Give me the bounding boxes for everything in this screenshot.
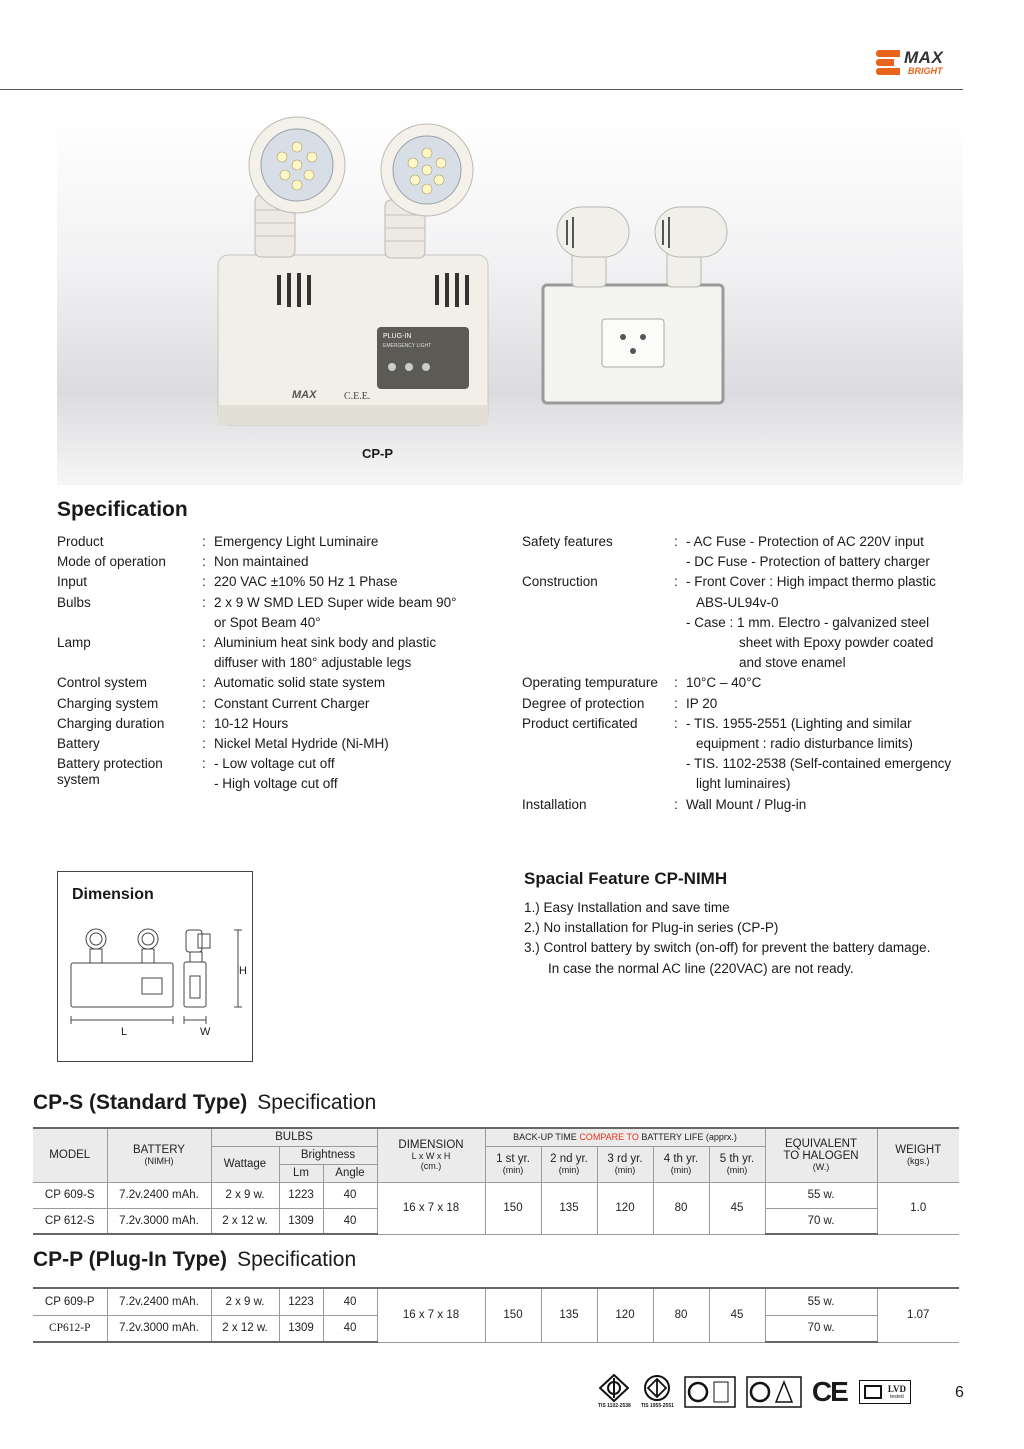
spec-row: Operating tempurature : 10°C – 40°C bbox=[522, 673, 992, 693]
spec-label: Battery bbox=[57, 736, 100, 752]
spec-label: Safety features bbox=[522, 534, 613, 549]
spec-label: Operating tempurature bbox=[522, 675, 658, 691]
spec-row: Mode of operation : Non maintained bbox=[57, 552, 497, 572]
cell-backup: 120 bbox=[597, 1182, 653, 1234]
spec-row: Safety features : - AC Fuse - Protection of AC 220V input - DC Fuse - Protection of battery charger bbox=[522, 532, 992, 572]
spec-value: Constant Current Charger bbox=[214, 695, 370, 711]
spec-value: Non maintained bbox=[214, 554, 309, 570]
panel-sublabel: EMERGENCY LIGHT bbox=[383, 343, 432, 349]
cell-battery: 7.2v.3000 mAh. bbox=[107, 1315, 211, 1342]
brand-tagline: BRIGHT bbox=[908, 66, 943, 76]
cell-backup: 150 bbox=[485, 1288, 541, 1342]
cell-lm: 1309 bbox=[279, 1315, 323, 1342]
cell-halogen: 55 w. bbox=[765, 1288, 877, 1315]
dimension-title: Dimension bbox=[72, 886, 154, 903]
tis-1955-mark: TIS 1955-2551 bbox=[641, 1374, 674, 1409]
feature-item: 2.) No installation for Plug-in series (CP-P) bbox=[524, 920, 779, 936]
cell-dimension: 16 x 7 x 18 bbox=[377, 1288, 485, 1342]
cell-battery: 7.2v.2400 mAh. bbox=[107, 1182, 211, 1208]
feature-item-continuation: In case the normal AC line (220VAC) are not ready. bbox=[548, 960, 854, 976]
dimension-drawing bbox=[66, 924, 246, 1059]
table-p-title bbox=[33, 1248, 356, 1272]
header-bulbs: BULBS bbox=[211, 1128, 377, 1146]
spec-value: Wall Mount / Plug-in bbox=[686, 796, 807, 812]
feature-title: Spacial Feature CP-NIMH bbox=[524, 869, 728, 888]
cell-wattage: 2 x 9 w. bbox=[211, 1182, 279, 1208]
spec-row: Degree of protection : IP 20 bbox=[522, 694, 992, 714]
header-year: 2 nd yr. (min) bbox=[541, 1146, 597, 1182]
cell-wattage: 2 x 12 w. bbox=[211, 1208, 279, 1234]
spec-value: and stove enamel bbox=[739, 655, 846, 671]
cell-halogen: 55 w. bbox=[765, 1182, 877, 1208]
cell-backup: 135 bbox=[541, 1288, 597, 1342]
header-year: 3 rd yr. (min) bbox=[597, 1146, 653, 1182]
cell-wattage: 2 x 9 w. bbox=[211, 1288, 279, 1315]
spec-value: - Case : 1 mm. Electro - galvanized steel bbox=[686, 614, 930, 630]
cell-halogen: 70 w. bbox=[765, 1208, 877, 1234]
table-s-title bbox=[33, 1091, 376, 1115]
spec-row: Input : 220 VAC ±10% 50 Hz 1 Phase bbox=[57, 572, 497, 592]
spec-row: Control system : Automatic solid state system bbox=[57, 673, 497, 693]
brand-logo bbox=[876, 48, 966, 80]
header-year: 1 st yr. (min) bbox=[485, 1146, 541, 1182]
spec-row: Battery : Nickel Metal Hydride (Ni-MH) bbox=[57, 734, 497, 754]
panel-label: PLUG-IN bbox=[383, 333, 412, 340]
feature-item: 1.) Easy Installation and save time bbox=[524, 900, 730, 915]
spec-value: 220 VAC ±10% 50 Hz 1 Phase bbox=[214, 574, 398, 590]
dimension-h-label: H bbox=[239, 965, 247, 977]
dimension-l-label: L bbox=[121, 1026, 128, 1038]
cell-backup: 45 bbox=[709, 1182, 765, 1234]
spec-left-column bbox=[57, 532, 497, 795]
cell-weight: 1.0 bbox=[877, 1182, 959, 1234]
spec-value: Emergency Light Luminaire bbox=[214, 534, 379, 549]
header-equivalent: EQUIVALENT TO HALOGEN (W.) bbox=[765, 1128, 877, 1182]
product-photo bbox=[57, 115, 963, 485]
spec-label: Degree of protection bbox=[522, 695, 645, 711]
spec-title: Specification bbox=[57, 498, 188, 521]
header-year: 5 th yr. (min) bbox=[709, 1146, 765, 1182]
tis-1102-mark: TIS 1102-2538 bbox=[598, 1374, 631, 1409]
spec-value: - Front Cover : High impact thermo plastic bbox=[686, 574, 936, 590]
cell-model: CP612-P bbox=[33, 1315, 107, 1342]
device-text: C.E.E. bbox=[344, 391, 371, 402]
spec-label: Product certificated bbox=[522, 715, 638, 731]
spec-value: ABS-UL94v-0 bbox=[696, 594, 779, 610]
cell-backup: 135 bbox=[541, 1182, 597, 1234]
spec-value: Aluminium heat sink body and plastic bbox=[214, 635, 437, 651]
brand-name: MAX bbox=[904, 48, 944, 67]
page-number: 6 bbox=[955, 1384, 964, 1401]
header-weight: WEIGHT (kgs.) bbox=[877, 1128, 959, 1182]
header-brightness: Brightness bbox=[279, 1146, 377, 1164]
spec-value: IP 20 bbox=[686, 695, 718, 711]
spec-row: Charging system : Constant Current Charger bbox=[57, 694, 497, 714]
spec-label: Charging system bbox=[57, 695, 159, 711]
spec-row: Battery protection system : - Low voltage cut off - High voltage cut off bbox=[57, 754, 497, 794]
cell-backup: 80 bbox=[653, 1182, 709, 1234]
table-row bbox=[33, 1288, 959, 1315]
spec-value: - High voltage cut off bbox=[214, 776, 338, 792]
quality-badge-icon bbox=[684, 1376, 736, 1408]
brand-mark-icon bbox=[876, 50, 900, 76]
tuv-icon bbox=[864, 1385, 882, 1399]
spec-label: Battery protection system bbox=[57, 756, 163, 788]
spec-value: light luminaires) bbox=[696, 776, 791, 792]
spec-label: Lamp bbox=[57, 635, 91, 651]
cell-angle: 40 bbox=[323, 1288, 377, 1315]
cell-angle: 40 bbox=[323, 1182, 377, 1208]
header-wattage: Wattage bbox=[211, 1146, 279, 1182]
spec-value: - DC Fuse - Protection of battery charger bbox=[686, 554, 930, 570]
header-battery: BATTERY (NIMH) bbox=[107, 1128, 211, 1182]
spec-value: Nickel Metal Hydride (Ni-MH) bbox=[214, 736, 389, 752]
spec-value: - AC Fuse - Protection of AC 220V input bbox=[686, 534, 924, 549]
cell-backup: 150 bbox=[485, 1182, 541, 1234]
spec-value: sheet with Epoxy powder coated bbox=[739, 635, 934, 651]
feature-list bbox=[524, 898, 930, 979]
cell-lm: 1309 bbox=[279, 1208, 323, 1234]
table-s-title-light: Specification bbox=[257, 1091, 377, 1114]
table-p-title-light: Specification bbox=[237, 1248, 357, 1271]
lvd-badge: LVD tested bbox=[859, 1380, 911, 1404]
dimension-w-label: W bbox=[200, 1026, 211, 1038]
spec-value: 2 x 9 W SMD LED Super wide beam 90° bbox=[214, 594, 457, 610]
spec-value: - Low voltage cut off bbox=[214, 756, 335, 772]
cell-battery: 7.2v.2400 mAh. bbox=[107, 1288, 211, 1315]
header-year: 4 th yr. (min) bbox=[653, 1146, 709, 1182]
spec-row: Product certificated : - TIS. 1955-2551 (Lighting and similar equipment : radio disturbance limits) - TIS. 1102-2538 (Self-contained emergency light luminaires) bbox=[522, 714, 992, 795]
spec-value: equipment : radio disturbance limits) bbox=[696, 736, 913, 752]
cell-battery: 7.2v.3000 mAh. bbox=[107, 1208, 211, 1234]
cell-lm: 1223 bbox=[279, 1288, 323, 1315]
cell-weight: 1.07 bbox=[877, 1288, 959, 1342]
cell-backup: 120 bbox=[597, 1288, 653, 1342]
spec-row: Charging duration : 10-12 Hours bbox=[57, 714, 497, 734]
cell-backup: 80 bbox=[653, 1288, 709, 1342]
spec-value: Automatic solid state system bbox=[214, 675, 386, 691]
table-s-title-bold: CP-S (Standard Type) bbox=[33, 1091, 248, 1114]
table-p bbox=[33, 1287, 959, 1343]
spec-label: Bulbs bbox=[57, 594, 91, 610]
cell-angle: 40 bbox=[323, 1315, 377, 1342]
spec-value: diffuser with 180° adjustable legs bbox=[214, 655, 412, 671]
spec-label: Construction bbox=[522, 574, 598, 590]
tis-circle-mark-icon bbox=[642, 1374, 672, 1402]
spec-label: Product bbox=[57, 534, 104, 549]
dimension-box bbox=[57, 871, 253, 1062]
table-s bbox=[33, 1127, 959, 1235]
device-brand: MAX bbox=[292, 389, 317, 401]
header-lm: Lm bbox=[279, 1164, 323, 1182]
table-p-title-bold: CP-P (Plug-In Type) bbox=[33, 1248, 228, 1271]
spec-value: or Spot Beam 40° bbox=[214, 614, 321, 630]
cell-wattage: 2 x 12 w. bbox=[211, 1315, 279, 1342]
product-illustration bbox=[57, 115, 963, 485]
cell-model: CP 609-S bbox=[33, 1182, 107, 1208]
cell-angle: 40 bbox=[323, 1208, 377, 1234]
ce-mark-icon: CE bbox=[811, 1375, 847, 1407]
spec-label: Installation bbox=[522, 796, 587, 812]
feature-item: 3.) Control battery by switch (on-off) for prevent the battery damage. bbox=[524, 940, 931, 956]
spec-row: Lamp : Aluminium heat sink body and plastic diffuser with 180° adjustable legs bbox=[57, 633, 497, 673]
spec-label: Control system bbox=[57, 675, 148, 691]
spec-label: Charging duration bbox=[57, 715, 165, 731]
spec-right-column bbox=[522, 532, 992, 815]
cell-model: CP 609-P bbox=[33, 1288, 107, 1315]
spec-row: Product : Emergency Light Luminaire bbox=[57, 532, 497, 552]
header-model: MODEL bbox=[33, 1128, 107, 1182]
cell-backup: 45 bbox=[709, 1288, 765, 1342]
header-dimension: DIMENSION L x W x H (cm.) bbox=[377, 1128, 485, 1182]
cell-lm: 1223 bbox=[279, 1182, 323, 1208]
header-angle: Angle bbox=[323, 1164, 377, 1182]
table-row bbox=[33, 1182, 959, 1208]
spec-label: Input bbox=[57, 574, 88, 590]
spec-label: Mode of operation bbox=[57, 554, 166, 570]
spec-row: Installation : Wall Mount / Plug-in bbox=[522, 795, 992, 815]
header-divider bbox=[0, 89, 963, 90]
spec-value: 10-12 Hours bbox=[214, 715, 289, 731]
hero-caption: CP-P bbox=[362, 446, 394, 461]
spec-row: Construction : - Front Cover : High impact thermo plastic ABS-UL94v-0 - Case : 1 mm. Electro - galvanized steel sheet with Epoxy powder coated and stove enamel bbox=[522, 572, 992, 673]
iso-badge-icon bbox=[746, 1376, 802, 1408]
tis-mark-icon bbox=[599, 1374, 629, 1402]
cell-dimension: 16 x 7 x 18 bbox=[377, 1182, 485, 1234]
spec-value: - TIS. 1955-2551 (Lighting and similar bbox=[686, 715, 912, 731]
spec-row: Bulbs : 2 x 9 W SMD LED Super wide beam 90° or Spot Beam 40° bbox=[57, 593, 497, 633]
spec-value: 10°C – 40°C bbox=[686, 675, 762, 691]
cell-halogen: 70 w. bbox=[765, 1315, 877, 1342]
spec-value: - TIS. 1102-2538 (Self-contained emergency bbox=[686, 756, 952, 772]
header-backup: BACK-UP TIME COMPARE TO BATTERY LIFE (apprx.) bbox=[485, 1128, 765, 1146]
certification-marks bbox=[598, 1374, 911, 1409]
cell-model: CP 612-S bbox=[33, 1208, 107, 1234]
